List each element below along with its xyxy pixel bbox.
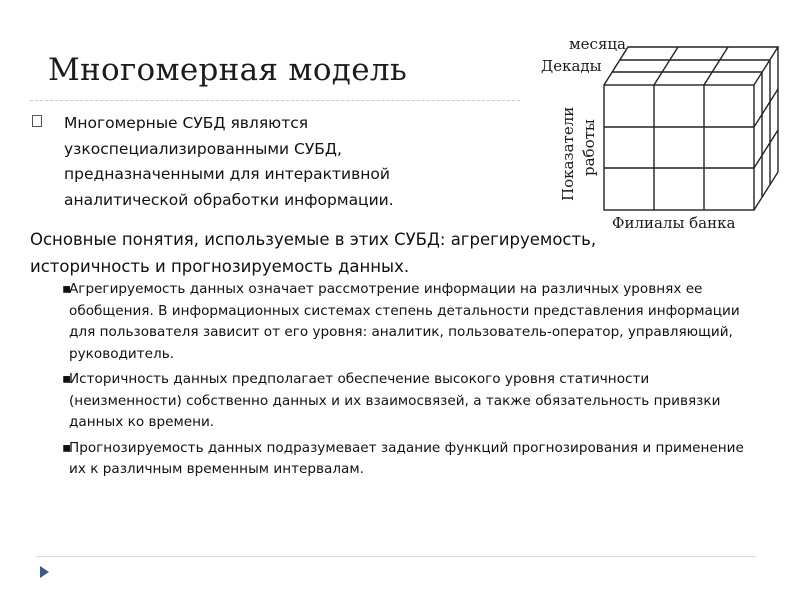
cube-grid [604, 47, 778, 210]
intro-text: Многомерные СУБД являются узкоспециализированными СУБД, предназначенными для интерактивной аналитической обработки информации. [64, 114, 394, 209]
cube-label-months: месяца [569, 35, 626, 53]
square-bullet-icon: ▪ [62, 281, 72, 297]
square-bullet-icon: ▪ [62, 371, 72, 387]
cube-label-indicators: Показатели [559, 106, 577, 201]
list-item-text: Историчность данных предполагает обеспечение высокого уровня статичности (неизменности) собственно данных и их взаимосвязей, а также обязательность привязки данных ко времени. [69, 371, 721, 430]
cube-label-branches: Филиалы банка [612, 214, 736, 232]
square-bullet-icon: ▪ [62, 439, 72, 456]
hollow-square-bullet-icon [32, 115, 42, 127]
cube-label-decades: Декады [541, 57, 602, 75]
cube-label-work: работы [580, 119, 598, 176]
list-item-text: Прогнозируемость данных подразумевает задание функций прогнозирования и применение их к различным временным интервалам. [69, 439, 744, 477]
list-item [62, 369, 762, 434]
title-divider [30, 100, 520, 101]
footer-divider [36, 556, 756, 557]
list-item [62, 279, 762, 365]
intro-block [32, 111, 452, 213]
slide-title: Многомерная модель [48, 52, 408, 88]
list-item-text: Агрегируемость данных означает рассмотрение информации на различных уровнях ее обобщения. В информационных системах степень детальности представления информации для пользователя зависит от его уровня: аналитик, пользователь-оператор, управляющий, руководитель. [69, 281, 740, 362]
concepts-list [62, 279, 762, 485]
next-slide-arrow-icon[interactable] [40, 566, 49, 578]
concepts-paragraph: Основные понятия, используемые в этих СУБД: агрегируемость, историчность и прогнозируемость данных. [30, 230, 597, 276]
olap-cube-diagram [528, 28, 790, 238]
list-item [62, 438, 762, 481]
